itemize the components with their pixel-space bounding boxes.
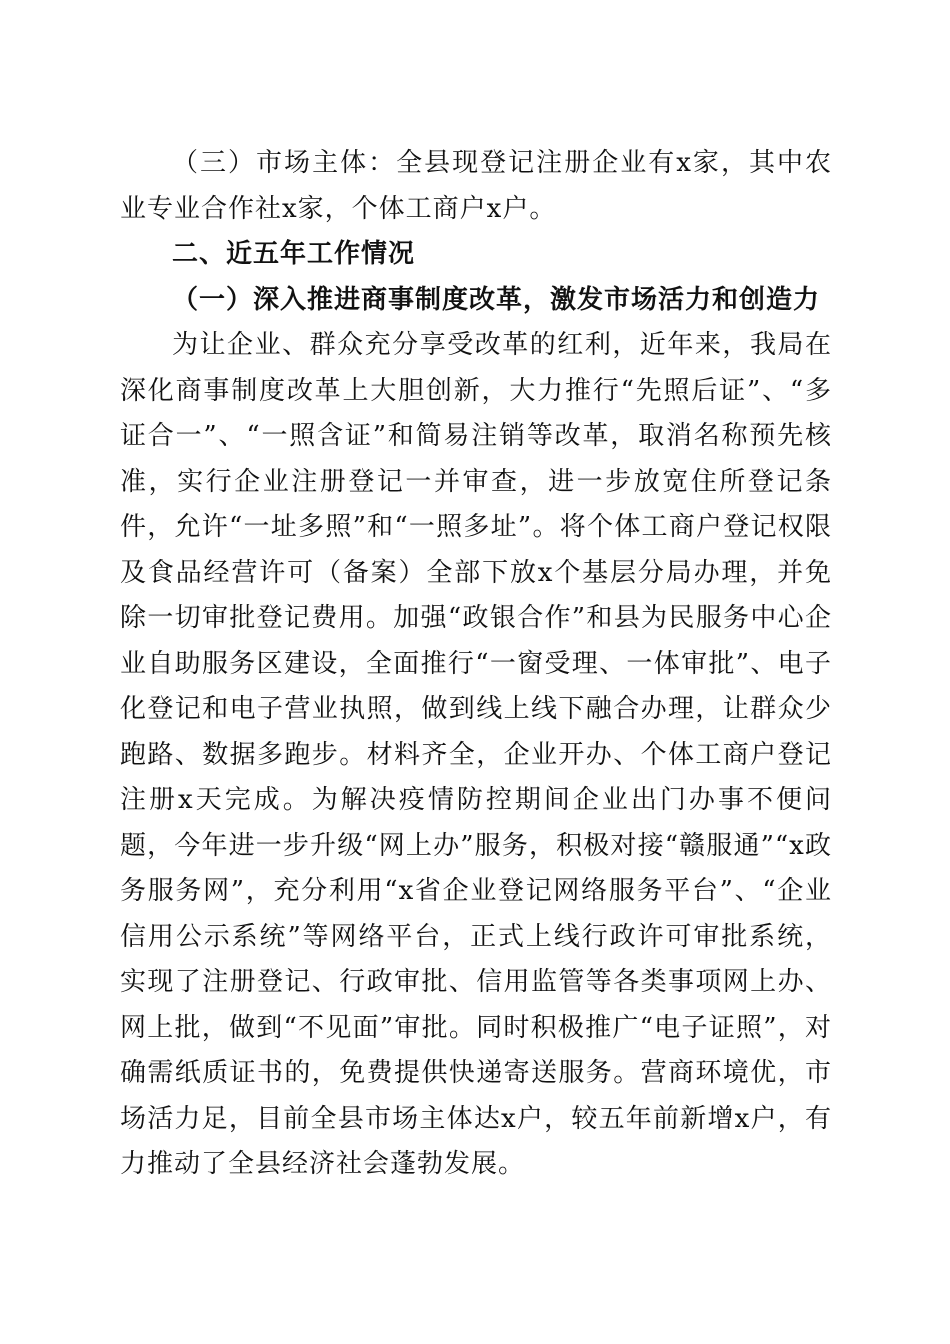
section-heading-work-situation: 二、近五年工作情况 (172, 239, 416, 269)
subsection-heading-reform: （一）深入推进商事制度改革，激发市场活力和创造力 (172, 284, 821, 315)
paragraph-market-entities: （三）市场主体：全县现登记注册企业有x家，其中农业专业合作社x家，个体工商户x户。 (120, 148, 832, 224)
document-body (120, 141, 832, 1188)
paragraph-reform-details: 为让企业、群众充分享受改革的红利，近年来，我局在深化商事制度改革上大胆创新，大力推行“先照后证”、“多证合一”、“一照含证”和简易注销等改革，取消名称预先核准，实行企业注册登记一并审查，进一步放宽住所登记条件，允许“一址多照”和“一照多址”。将个体工商户登记权限及食品经营许可（备案）全部下放x个基层分局办理，并免除一切审批登记费用。加强“政银合作”和县为民服务中心企业自助服务区建设，全面推行“一窗受理、一体审批”、电子化登记和电子营业执照，做到线上线下融合办理，让群众少跑路、数据多跑步。材料齐全，企业开办、个体工商户登记注册x天完成。为解决疫情防控期间企业出门办事不便问题，今年进一步升级“网上办”服务，积极对接“赣服通”“x政务服务网”，充分利用“x省企业登记网络服务平台”、“企业信用公示系统”等网络平台，正式上线行政许可审批系统，实现了注册登记、行政审批、信用监管等各类事项网上办、网上批，做到“不见面”审批。同时积极推广“电子证照”，对确需纸质证书的，免费提供快递寄送服务。营商环境优，市场活力足，目前全县市场主体达x户，较五年前新增x户，有力推动了全县经济社会蓬勃发展。 (120, 330, 832, 1179)
